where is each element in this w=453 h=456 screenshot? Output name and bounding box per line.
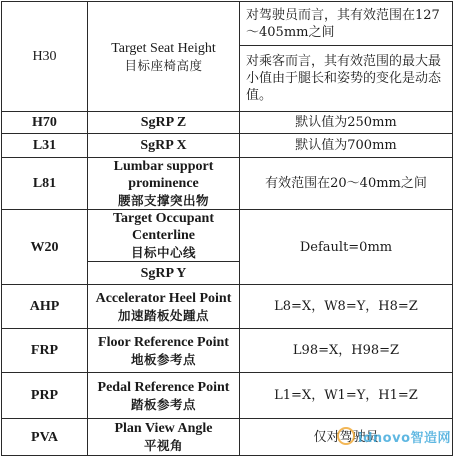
code-cell: L81 [2,158,88,210]
note-cell: Default=0mm [240,210,453,285]
description-en: Plan View Angle [91,420,236,437]
description-en: Target Seat Height [91,40,236,57]
note-cell: 有效范围在20～40mm之间 [240,158,453,210]
description-en: Target Occupant Centerline [91,210,236,244]
parameter-table-container [1,1,452,447]
code-cell: FRP [2,329,88,373]
description-en: SgRP X [91,137,236,154]
note-cell: 默认值为700mm [240,134,453,158]
description-cell [88,419,240,456]
code-cell: PRP [2,373,88,419]
table-row [2,373,453,419]
table-row [2,134,453,158]
table-row [2,210,453,262]
table-row [2,285,453,329]
description-cell [88,329,240,373]
description-zh: 平视角 [91,437,236,454]
site-watermark [337,427,451,446]
description-zh: 腰部支撑突出物 [91,192,236,209]
code-cell: H30 [2,2,88,112]
note-cell: L1=X，W1=Y，H1=Z [240,373,453,419]
description-en: SgRP Y [91,265,236,282]
parameter-table [1,1,453,456]
description-zh: 加速踏板处踵点 [91,307,236,324]
description-cell [88,373,240,419]
description-en: Pedal Reference Point [91,379,236,396]
code-cell: AHP [2,285,88,329]
note-cell: L8=X，W8=Y，H8=Z [240,285,453,329]
code-cell: L31 [2,134,88,158]
description-cell [88,2,240,112]
description-zh: 地板参考点 [91,351,236,368]
description-zh: 目标中心线 [91,244,236,261]
description-en: Accelerator Heel Point [91,290,236,307]
note-cell: 默认值为250mm [240,112,453,134]
note-cell: 仅对驾驶员 [240,419,453,456]
description-cell [88,158,240,210]
table-row [2,158,453,210]
description-en: SgRP Z [91,114,236,131]
note-cell: L98=X，H98=Z [240,329,453,373]
table-row [2,112,453,134]
note-cell: 对乘客而言，其有效范围的最大最小值由于腿长和姿势的变化是动态值。 [240,46,453,112]
code-cell: PVA [2,419,88,456]
code-cell: W20 [2,210,88,285]
note-cell: 对驾驶员而言，其有效范围在127～405mm之间 [240,2,453,46]
watermark-text: idnovo智造网 [358,431,451,446]
table-row [2,329,453,373]
watermark-logo-icon [337,427,355,445]
description-en: Lumbar support prominence [91,158,236,192]
description-cell [88,112,240,134]
description-cell [88,134,240,158]
description-zh: 踏板参考点 [91,396,236,413]
table-row [2,2,453,46]
description-cell [88,210,240,262]
description-en: Floor Reference Point [91,334,236,351]
code-cell: H70 [2,112,88,134]
description-cell [88,285,240,329]
description-zh: 目标座椅高度 [91,57,236,74]
description-cell [88,262,240,285]
